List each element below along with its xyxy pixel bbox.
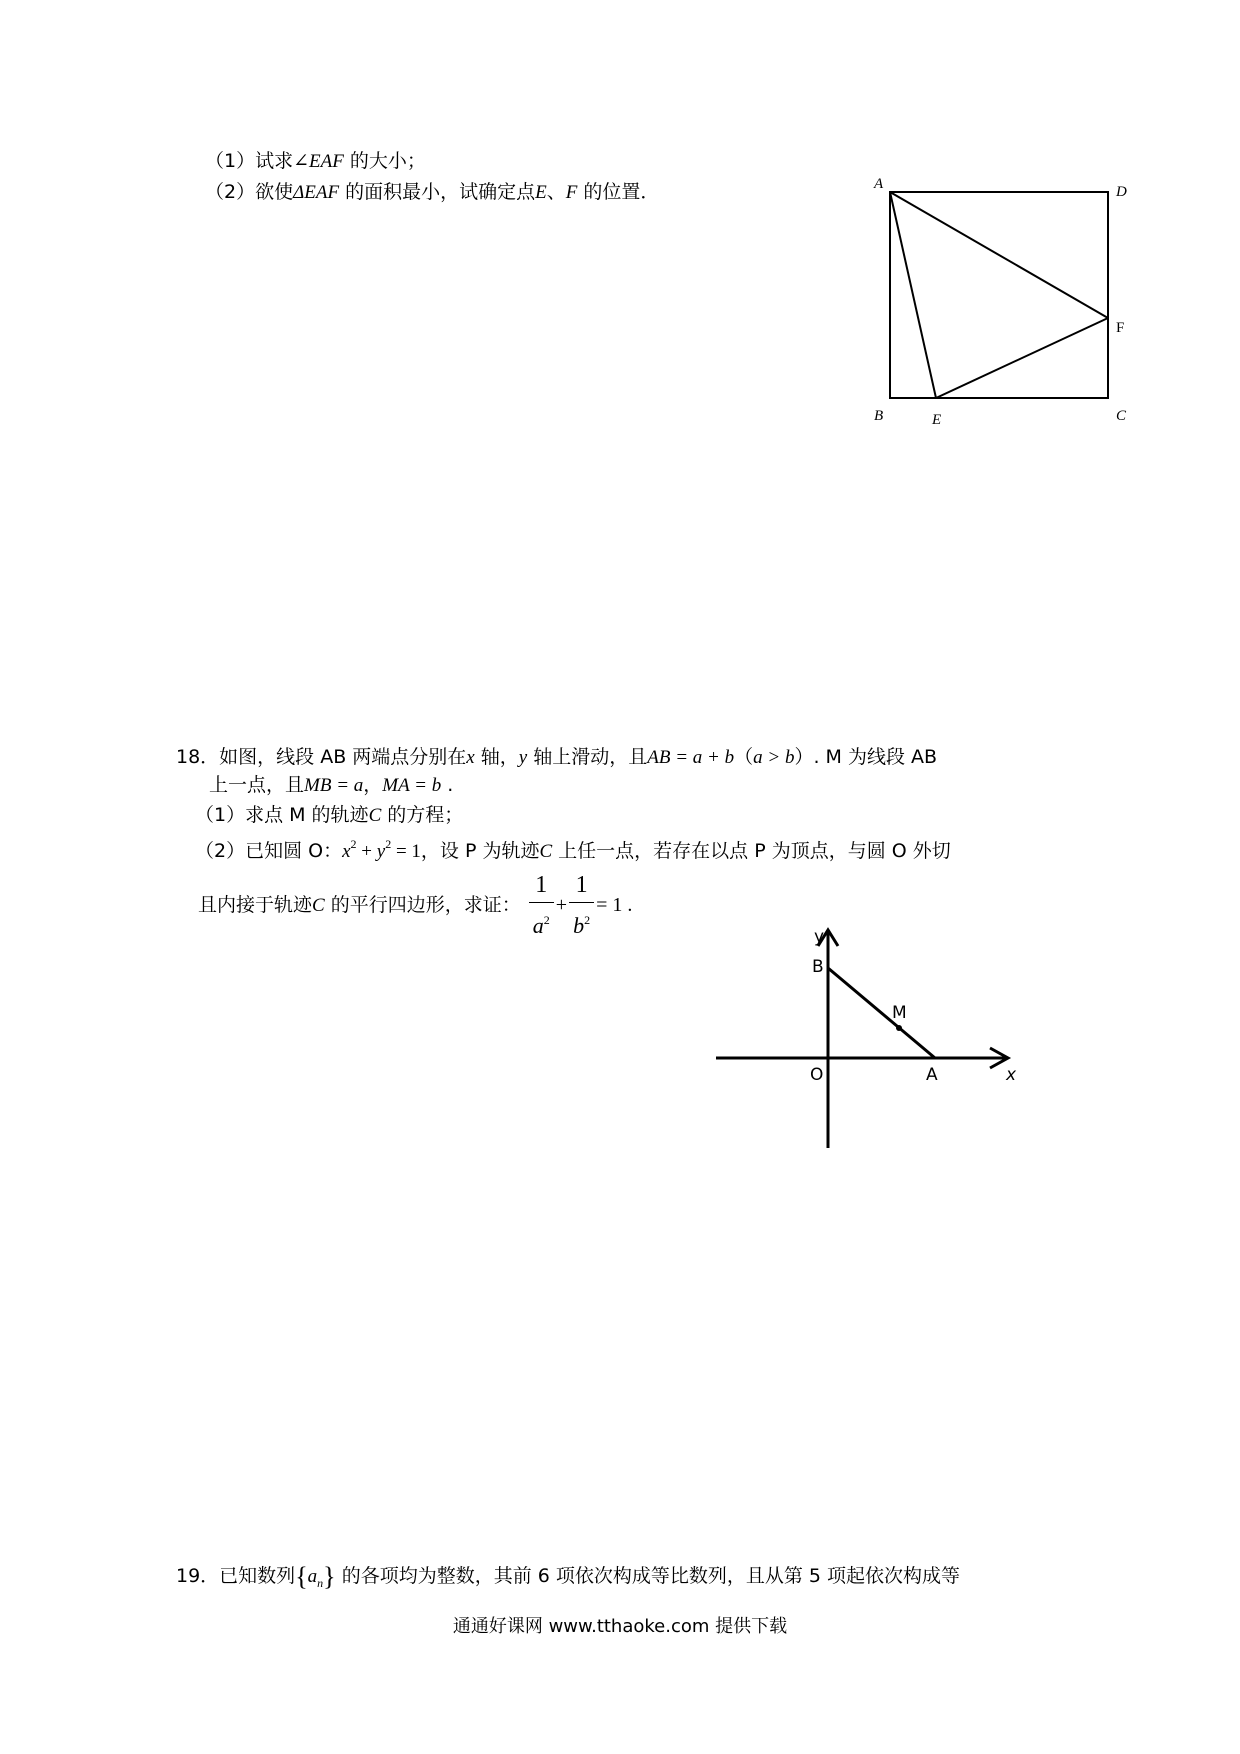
math-y: y: [376, 841, 386, 862]
math-plus: +: [356, 841, 377, 862]
text: .: [441, 774, 454, 796]
math-rhs: = 1: [391, 841, 421, 862]
text: 的方程；: [381, 804, 464, 826]
label-e: E: [932, 412, 942, 428]
fraction-2: [569, 870, 594, 941]
segment-ab: [828, 968, 935, 1058]
label-b: B: [812, 957, 824, 977]
segment-ef: [936, 318, 1108, 398]
math-rhs: = 1 .: [596, 894, 633, 916]
label-a: A: [926, 1065, 938, 1085]
text: 上一点，且: [209, 774, 305, 796]
math-c: C: [368, 805, 382, 826]
math-x: x: [466, 747, 475, 768]
text: 的位置．: [577, 181, 660, 203]
point-m: [896, 1025, 902, 1031]
label-c: C: [1116, 408, 1127, 424]
math-e: E: [535, 182, 547, 203]
math-mb: MB = a: [304, 775, 364, 796]
label-b: B: [874, 408, 884, 424]
p17-question-2: [205, 183, 659, 202]
text: 18．如图，线段 AB 两端点分别在: [176, 746, 467, 768]
label-o: O: [810, 1065, 824, 1085]
math-c: C: [539, 841, 553, 862]
footer-credit: 通通好课网 www.tthaoke.com 提供下载: [452, 1616, 788, 1637]
text: 的平行四边形，求证：: [324, 894, 521, 916]
exponent: 2: [543, 913, 550, 927]
denominator: [569, 903, 594, 941]
numerator: 1: [529, 870, 554, 903]
exponent: 2: [350, 837, 357, 851]
numerator: 1: [569, 870, 594, 903]
denominator-var: a: [532, 913, 544, 938]
segment-af: [890, 192, 1108, 318]
fraction-1: [529, 870, 554, 941]
p18-line-3: [195, 806, 463, 825]
text: （1）求点 M 的轨迹: [195, 804, 369, 826]
label-a: A: [874, 176, 884, 192]
label-m: M: [892, 1003, 907, 1023]
label-y: y: [814, 927, 825, 947]
exponent: 2: [584, 913, 591, 927]
text: ，: [363, 774, 383, 796]
math-plus: +: [555, 894, 568, 916]
math-triangle: ΔEAF: [293, 182, 340, 203]
p18-line-2: [209, 776, 453, 795]
text: 且内接于轨迹: [198, 894, 313, 916]
math-angle: ∠EAF: [293, 151, 344, 172]
text: （2）欲使: [205, 181, 294, 203]
p18-line-4: [195, 838, 951, 861]
math-ma: MA = b: [382, 775, 442, 796]
math-condition: a > b: [753, 747, 795, 768]
square-figure: [860, 170, 1160, 440]
text: 轴上滑动，且: [527, 746, 648, 768]
subscript: n: [317, 1575, 324, 1590]
label-d: D: [1116, 184, 1127, 200]
text: （2）已知圆 O：: [195, 840, 343, 862]
text: 上任一点，若存在以点 P 为顶点，与圆 O 外切: [552, 840, 951, 862]
p17-question-1: [205, 152, 426, 171]
math-ab: AB = a + b: [647, 747, 735, 768]
math-c: C: [312, 895, 325, 916]
text: 、: [546, 181, 566, 203]
right-brace: }: [323, 1562, 336, 1591]
text: 19．已知数列: [176, 1565, 296, 1587]
axes-figure: [700, 920, 1060, 1160]
p18-line-1: [176, 748, 937, 767]
segment-ae: [890, 192, 936, 398]
text: 的各项均为整数，其前 6 项依次构成等比数列，且从第 5 项起依次构成等: [335, 1565, 961, 1587]
label-x: x: [1006, 1065, 1017, 1085]
text: ，设 P 为轨迹: [420, 840, 540, 862]
p18-line-5: [198, 870, 632, 941]
text: （1）试求: [205, 150, 294, 172]
math-x: x: [342, 841, 351, 862]
exponent: 2: [385, 837, 392, 851]
denominator: [529, 903, 554, 941]
square-abcd: [890, 192, 1108, 398]
math-a: a: [307, 1566, 318, 1587]
left-brace: {: [295, 1562, 308, 1591]
text: ）. M 为线段 AB: [794, 746, 938, 768]
math-circle-eq: [342, 837, 421, 862]
text: 轴，: [474, 746, 519, 768]
text: （: [734, 746, 754, 768]
math-y: y: [518, 747, 528, 768]
math-f: F: [565, 182, 578, 203]
denominator-var: b: [573, 913, 585, 938]
p19-line-1: [176, 1564, 960, 1590]
text: 的面积最小，试确定点: [339, 181, 536, 203]
label-f: F: [1116, 320, 1125, 336]
text: 的大小；: [343, 150, 426, 172]
